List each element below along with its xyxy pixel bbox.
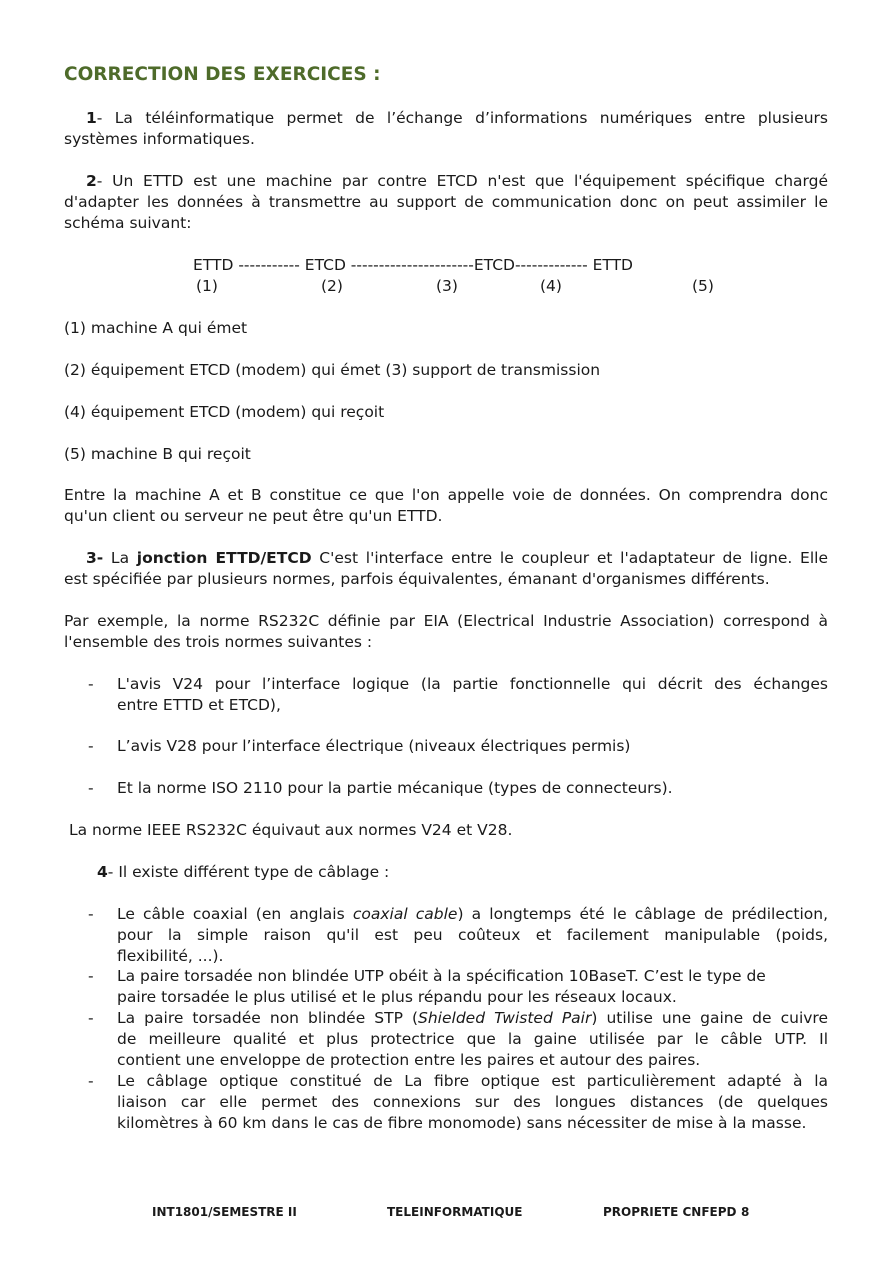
voie-paragraph: Entre la machine A et B constitue ce que l'on appelle voie de données. On comprendra donc qu'un client ou serveur ne peut être qu'un ETTD. — [64, 486, 828, 525]
legend-item: (1) machine A qui émet — [64, 319, 248, 337]
bullet-mark: - — [88, 1072, 94, 1090]
page-title: CORRECTION DES EXERCICES : — [64, 64, 381, 85]
page-number: 8 — [741, 1205, 750, 1219]
bullet-mark: - — [88, 905, 94, 923]
list-item: L’avis V28 pour l’interface électrique (niveaux électriques permis) — [117, 737, 631, 755]
answer-2: 2- Un ETTD est une machine par contre ETCD n'est que l'équipement spécifique chargé d'adapter les données à transmettre au support de communication donc on peut assimiler le schéma suivant: — [64, 172, 828, 232]
legend-item: (4) équipement ETCD (modem) qui reçoit — [64, 403, 385, 421]
answer-1: 1- La téléinformatique permet de l’échange d’informations numériques entre plusieurs systèmes informatiques. — [64, 109, 828, 148]
answer-number: 1 — [86, 109, 97, 127]
list-item-coaxial: Le câble coaxial (en anglais coaxial cable) a longtemps été le câblage de prédilection, pour la simple raison qu'il est peu coûteux et facilement manipulable (poids, flexibilité, ...). — [117, 905, 829, 965]
footer-course-code: INT1801/SEMESTRE II — [152, 1205, 297, 1219]
list-item-stp: La paire torsadée non blindée STP (Shielded Twisted Pair) utilise une gaine de cuivre de meilleure qualité et plus protectrice que la gaine utilisée par le câble UTP. Il contient une enveloppe de protection entre les paires et autour des paires. — [117, 1009, 828, 1069]
answer-number: 3- — [86, 549, 104, 567]
legend-item: (2) équipement ETCD (modem) qui émet (3) support de transmission — [64, 361, 601, 379]
diagram-label: (3) — [436, 277, 458, 295]
etcd-diagram-line: ETTD ----------- ETCD ----------------------ETCD------------- ETTD — [193, 256, 633, 274]
list-item-utp: La paire torsadée non blindée UTP obéit à la spécification 10BaseT. C’est le type de paire torsadée le plus utilisé et le plus répandu pour les réseaux locaux. — [117, 967, 766, 1006]
footer-owner: PROPRIETE CNFEPD — [603, 1205, 737, 1219]
diagram-label: (4) — [540, 277, 562, 295]
footer-subject: TELEINFORMATIQUE — [387, 1205, 523, 1219]
answer-3: 3- La jonction ETTD/ETCD C'est l'interface entre le coupleur et l'adaptateur de ligne. Elle est spécifiée par plusieurs normes, parfois équivalentes, émanant d'organismes différents. — [64, 549, 828, 588]
emphasis: jonction ETTD/ETCD — [136, 549, 312, 567]
bullet-mark: - — [88, 1009, 94, 1027]
answer-number: 4 — [97, 863, 108, 881]
bullet-mark: - — [88, 737, 94, 755]
bullet-mark: - — [88, 675, 94, 693]
diagram-label: (2) — [321, 277, 343, 295]
bullet-mark: - — [88, 967, 94, 985]
ieee-paragraph: La norme IEEE RS232C équivaut aux normes V24 et V28. — [69, 821, 513, 839]
list-item: Et la norme ISO 2110 pour la partie mécanique (types de connecteurs). — [117, 779, 673, 797]
answer-4: 4- Il existe différent type de câblage : — [97, 863, 390, 881]
bullet-mark: - — [88, 779, 94, 797]
answer-number: 2 — [86, 172, 97, 190]
list-item-fibre: Le câblage optique constitué de La fibre optique est particulièrement adapté à la liaison car elle permet des connexions sur des longues distances (de quelques kilomètres à 60 km dans le cas de fibre monomode) sans nécessiter de mise à la masse. — [117, 1072, 828, 1132]
diagram-label: (1) — [196, 277, 218, 295]
diagram-label: (5) — [692, 277, 714, 295]
legend-item: (5) machine B qui reçoit — [64, 445, 251, 463]
rs232-paragraph: Par exemple, la norme RS232C définie par EIA (Electrical Industrie Association) correspond à l'ensemble des trois normes suivantes : — [64, 612, 828, 651]
list-item: L'avis V24 pour l’interface logique (la partie fonctionnelle qui décrit des échanges entre ETTD et ETCD), — [117, 675, 828, 714]
